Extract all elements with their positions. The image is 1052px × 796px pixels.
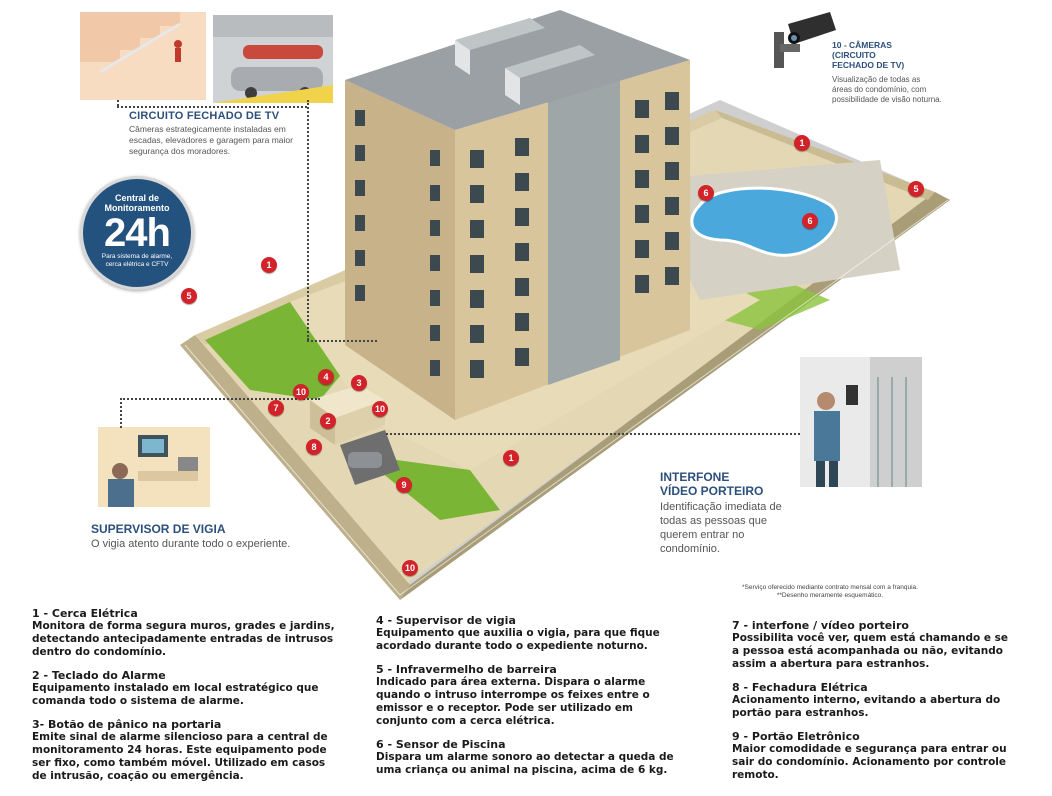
badge-intercom: 7 — [268, 400, 284, 416]
stairs-inset-image — [80, 12, 206, 100]
legend-item: 8 - Fechadura Elétrica Acionamento interno, evitando a abertura do portão para estranhos. — [732, 681, 1001, 719]
badge-camera: 10 — [372, 401, 388, 417]
badge-electronic-gate: 9 — [396, 477, 412, 493]
badge-fence: 1 — [794, 135, 810, 151]
legend-item: 7 - interfone / vídeo porteiro Possibilita você ver, quem está chamando e se a pessoa está acompanhada ou não, evitando assim a abertura para estranhos. — [732, 619, 1009, 670]
badge-camera: 10 — [293, 384, 309, 400]
legend-column-3 — [732, 619, 1012, 792]
badge-infrared-barrier: 5 — [181, 288, 197, 304]
cctv-callout-text: Câmeras estrategicamente instaladas em escadas, elevadores e garagem para maior segurança dos moradores. — [129, 124, 293, 156]
supervisor-title: SUPERVISOR DE VIGIA — [91, 522, 226, 536]
cameras-callout — [832, 40, 942, 105]
leader-line — [117, 106, 307, 108]
supervisor-callout — [91, 522, 351, 551]
legend-item: 9 - Portão Eletrônico Maior comodidade e segurança para entrar ou sair do condomínio. Acionamento por controle remoto. — [732, 730, 1007, 781]
badge-fence: 1 — [261, 257, 277, 273]
monitoring-small1: Para sistema de alarme, — [101, 253, 173, 260]
garage-inset-image — [213, 15, 333, 103]
cameras-text: Visualização de todas as áreas do condomínio, com possibilidade de visão noturna. — [832, 75, 942, 104]
badge-panic-button: 3 — [351, 375, 367, 391]
footnote — [700, 584, 960, 600]
badge-alarm-keypad: 2 — [320, 413, 336, 429]
monitoring-24h: 24h — [104, 211, 170, 255]
monitoring-line2: Monitoramento — [104, 203, 170, 213]
legend-column-2 — [376, 614, 681, 787]
legend-item: 1 - Cerca Elétrica Monitora de forma segura muros, grades e jardins, detectando antecipadamente entradas de intrusos dentro do condomínio. — [32, 607, 335, 658]
monitoring-24h-badge — [80, 176, 194, 290]
badge-infrared-barrier: 5 — [908, 181, 924, 197]
monitoring-line1: Central de — [114, 193, 159, 203]
badge-fence: 1 — [503, 450, 519, 466]
interfone-title-1: INTERFONE — [660, 470, 730, 484]
cameras-title-2: (CIRCUITO — [832, 50, 876, 60]
monitoring-small2: cerca elétrica e CFTV — [105, 261, 169, 268]
leader-line — [120, 398, 320, 400]
leader-line — [120, 398, 122, 428]
cameras-title-3: FECHADO DE TV) — [832, 60, 905, 70]
legend-item: 4 - Supervisor de vigia Equipamento que auxilia o vigia, para que fique acordado durante todo o expediente noturno. — [376, 614, 660, 652]
cameras-title-1: 10 - CÂMERAS — [832, 40, 892, 50]
badge-pool-sensor: 6 — [802, 213, 818, 229]
footnote-line2: **Desenho meramente esquemático. — [776, 592, 884, 599]
supervisor-text: O vigia atento durante todo o experiente. — [91, 538, 291, 550]
cctv-callout-title: CIRCUITO FECHADO DE TV — [129, 110, 280, 122]
footnote-line1: *Serviço oferecido mediante contrato mensal com a franquia. — [742, 584, 918, 591]
badge-pool-sensor: 6 — [698, 185, 714, 201]
legend-item: 6 - Sensor de Piscina Dispara um alarme sonoro ao detectar a queda de uma criança ou animal na piscina, acima de 6 kg. — [376, 738, 674, 776]
leader-line — [307, 340, 377, 342]
legend-item: 2 - Teclado do Alarme Equipamento instalado em local estratégico que comanda todo o sistema de alarme. — [32, 669, 319, 707]
camera-icon — [770, 10, 838, 70]
intercom-inset-image — [800, 357, 922, 487]
badge-guard-supervisor: 4 — [318, 369, 334, 385]
interfone-callout — [660, 470, 795, 556]
leader-line — [386, 433, 800, 435]
badge-electric-lock: 8 — [306, 439, 322, 455]
guard-inset-image — [98, 427, 210, 507]
interfone-text: Identificação imediata de todas as pessoas que querem entrar no condomínio. — [660, 501, 782, 555]
legend-column-1 — [32, 607, 337, 793]
cctv-callout — [129, 110, 314, 157]
interfone-title-2: VÍDEO PORTEIRO — [660, 484, 764, 498]
badge-camera: 10 — [402, 560, 418, 576]
legend-item: 3- Botão de pânico na portaria Emite sinal de alarme silencioso para a central de monitoramento 24 horas. Este equipamento pode ser fixo, como também móvel. Utilizado em casos de intrusão, coação ou emergência. — [32, 718, 328, 782]
legend-item: 5 - Infravermelho de barreira Indicado para área externa. Dispara o alarme quando o intruso interrompe os feixes entre o emissor e o receptor. Pode ser utilizado em conjunto com a cerca elétrica. — [376, 663, 650, 727]
